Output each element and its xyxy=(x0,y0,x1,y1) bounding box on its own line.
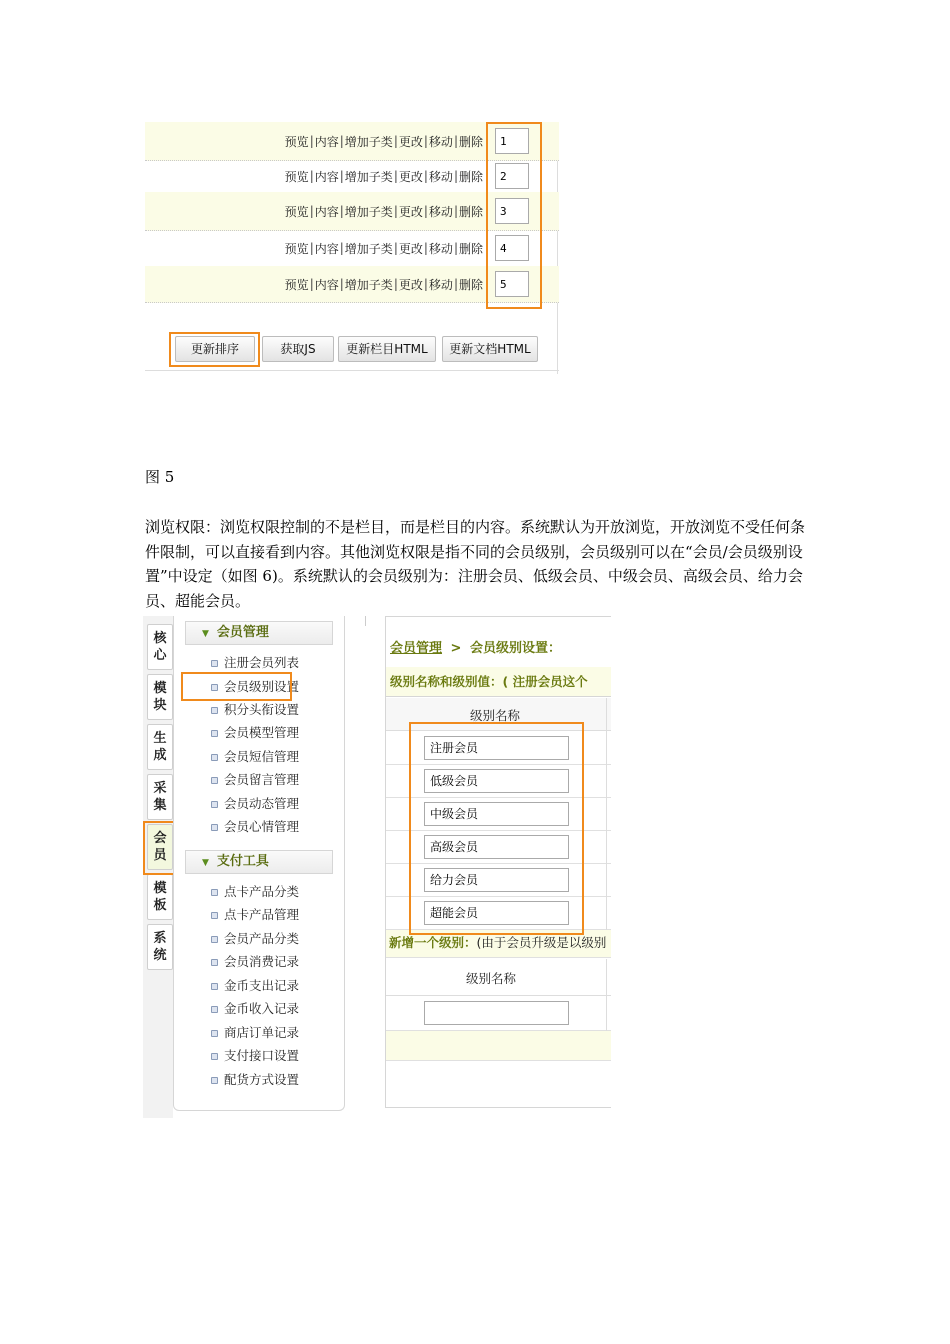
level-name-input[interactable]: 给力会员 xyxy=(424,868,569,892)
row-action-links: 预览 | 内容 | 增加子类 | 更改 | 移动 | 删除 xyxy=(284,169,483,184)
tab-generate[interactable]: 生成 xyxy=(147,724,173,770)
panel-bottom-border xyxy=(145,370,559,371)
bullet-icon xyxy=(211,1077,218,1084)
update-document-html-button[interactable]: 更新文档HTML xyxy=(442,336,538,362)
level-name-input[interactable]: 高级会员 xyxy=(424,835,569,859)
content-link[interactable]: 内容 xyxy=(314,277,339,292)
body-paragraph: 浏览权限：浏览权限控制的不是栏目，而是栏目的内容。系统默认为开放浏览，开放浏览不受任何条件限制，可以直接看到内容。其他浏览权限是指不同的会员级别，会员级别可以在“会员/会员级别设置”中设定（如图 6)。系统默认的会员级别为：注册会员、低级会员、中级会员、高级会员、给力会员、超能会员。 xyxy=(145,518,806,610)
edit-link[interactable]: 更改 xyxy=(398,241,423,256)
menu-item[interactable]: 会员模型管理 xyxy=(224,724,299,742)
menu-item[interactable]: 商店订单记录 xyxy=(224,1024,299,1042)
figure-5-category-list xyxy=(145,122,559,374)
member-tab-highlight xyxy=(143,821,176,875)
menu-item[interactable]: 积分头衔设置 xyxy=(224,701,299,719)
tab-member[interactable]: 会员 xyxy=(147,824,173,870)
preview-link[interactable]: 预览 xyxy=(284,134,309,149)
column-divider xyxy=(606,959,607,1031)
new-column-header: 级别名称 xyxy=(386,959,611,996)
bullet-icon xyxy=(211,730,218,737)
figure-caption: 图 5 xyxy=(145,468,175,486)
preview-link[interactable]: 预览 xyxy=(284,169,309,184)
breadcrumb-link[interactable]: 会员管理 xyxy=(390,641,443,656)
bullet-icon xyxy=(211,707,218,714)
sort-order-input[interactable]: 2 xyxy=(495,163,529,189)
move-link[interactable]: 移动 xyxy=(428,241,453,256)
add-subcategory-link[interactable]: 增加子类 xyxy=(344,204,393,219)
bullet-icon xyxy=(211,824,218,831)
bullet-icon xyxy=(211,1006,218,1013)
edit-link[interactable]: 更改 xyxy=(398,134,423,149)
sort-order-input[interactable]: 1 xyxy=(495,128,529,154)
new-level-row xyxy=(386,996,611,1031)
bullet-icon xyxy=(211,959,218,966)
menu-item[interactable]: 点卡产品管理 xyxy=(224,906,299,924)
add-subcategory-link[interactable]: 增加子类 xyxy=(344,169,393,184)
sort-order-input[interactable]: 4 xyxy=(495,235,529,261)
update-column-html-button[interactable]: 更新栏目HTML xyxy=(338,336,436,362)
menu-item[interactable]: 会员动态管理 xyxy=(224,795,299,813)
edit-link[interactable]: 更改 xyxy=(398,204,423,219)
update-order-highlight xyxy=(169,332,260,367)
divider xyxy=(343,616,366,626)
content-link[interactable]: 内容 xyxy=(314,134,339,149)
new-level-note: (由于会员升级是以级别 xyxy=(476,935,607,950)
menu-item[interactable]: 会员留言管理 xyxy=(224,771,299,789)
bullet-icon xyxy=(211,1053,218,1060)
menu-item[interactable]: 会员短信管理 xyxy=(224,748,299,766)
menu-item[interactable]: 会员消费记录 xyxy=(224,953,299,971)
breadcrumb-separator: > xyxy=(450,641,462,656)
tab-system[interactable]: 系统 xyxy=(147,924,173,970)
menu-item[interactable]: 注册会员列表 xyxy=(224,654,299,672)
menu-item[interactable]: 金币收入记录 xyxy=(224,1000,299,1018)
new-level-name-input[interactable] xyxy=(424,1001,569,1025)
column-header: 级别名称 xyxy=(386,698,611,731)
edit-link[interactable]: 更改 xyxy=(398,277,423,292)
menu-item[interactable]: 金币支出记录 xyxy=(224,977,299,995)
bullet-icon xyxy=(211,660,218,667)
update-order-button[interactable]: 更新排序 xyxy=(175,336,255,362)
move-link[interactable]: 移动 xyxy=(428,277,453,292)
menu-item[interactable]: 会员心情管理 xyxy=(224,818,299,836)
bullet-icon xyxy=(211,889,218,896)
section-title: 级别名称和级别值：( 注册会员这个 xyxy=(386,667,611,697)
bullet-icon xyxy=(211,754,218,761)
tab-collect[interactable]: 采集 xyxy=(147,774,173,820)
preview-link[interactable]: 预览 xyxy=(284,241,309,256)
delete-link[interactable]: 删除 xyxy=(458,169,483,184)
add-subcategory-link[interactable]: 增加子类 xyxy=(344,277,393,292)
row-action-links: 预览 | 内容 | 增加子类 | 更改 | 移动 | 删除 xyxy=(284,204,483,219)
levels-highlight xyxy=(409,722,584,935)
breadcrumb xyxy=(390,637,561,656)
move-link[interactable]: 移动 xyxy=(428,134,453,149)
row-action-links: 预览 | 内容 | 增加子类 | 更改 | 移动 | 删除 xyxy=(284,134,483,149)
tab-template[interactable]: 模板 xyxy=(147,874,173,920)
figure-6-member-level-settings xyxy=(143,616,611,1118)
content-link[interactable]: 内容 xyxy=(314,241,339,256)
delete-link[interactable]: 删除 xyxy=(458,241,483,256)
panel-header xyxy=(386,617,611,668)
tab-modules[interactable]: 模块 xyxy=(147,674,173,720)
content-link[interactable]: 内容 xyxy=(314,169,339,184)
level-settings-highlight xyxy=(181,672,292,701)
bullet-icon xyxy=(211,983,218,990)
menu-item[interactable]: 配货方式设置 xyxy=(224,1071,299,1089)
bullet-icon xyxy=(211,1030,218,1037)
preview-link[interactable]: 预览 xyxy=(284,277,309,292)
edit-link[interactable]: 更改 xyxy=(398,169,423,184)
add-subcategory-link[interactable]: 增加子类 xyxy=(344,241,393,256)
move-link[interactable]: 移动 xyxy=(428,204,453,219)
level-name-input[interactable]: 中级会员 xyxy=(424,802,569,826)
new-level-label: 新增一个级别： xyxy=(389,935,477,950)
column-divider xyxy=(606,698,607,930)
menu-item[interactable]: 会员级别设置 xyxy=(224,678,299,696)
delete-link[interactable]: 删除 xyxy=(458,134,483,149)
chevron-down-icon: ▼ xyxy=(202,629,209,639)
preview-link[interactable]: 预览 xyxy=(284,204,309,219)
menu-item[interactable]: 支付接口设置 xyxy=(224,1047,299,1065)
delete-link[interactable]: 删除 xyxy=(458,204,483,219)
level-name-input[interactable]: 低级会员 xyxy=(424,769,569,793)
move-link[interactable]: 移动 xyxy=(428,169,453,184)
bullet-icon xyxy=(211,777,218,784)
group-member-management[interactable]: ▼ 会员管理 xyxy=(185,621,333,645)
menu-item[interactable]: 点卡产品分类 xyxy=(224,883,299,901)
sort-column-highlight xyxy=(486,122,542,309)
add-subcategory-link[interactable]: 增加子类 xyxy=(344,134,393,149)
content-link[interactable]: 内容 xyxy=(314,204,339,219)
delete-link[interactable]: 删除 xyxy=(458,277,483,292)
group-payment-tools[interactable]: ▼ 支付工具 xyxy=(185,850,333,874)
menu-item[interactable]: 会员产品分类 xyxy=(224,930,299,948)
bullet-icon xyxy=(211,801,218,808)
breadcrumb-current: 会员级别设置： xyxy=(469,641,561,656)
level-name-input[interactable]: 超能会员 xyxy=(424,901,569,925)
bullet-icon xyxy=(211,936,218,943)
sort-order-input[interactable]: 5 xyxy=(495,271,529,297)
level-name-input[interactable]: 注册会员 xyxy=(424,736,569,760)
tab-core[interactable]: 核心 xyxy=(147,624,173,670)
row-action-links: 预览 | 内容 | 增加子类 | 更改 | 移动 | 删除 xyxy=(284,277,483,292)
sort-order-input[interactable]: 3 xyxy=(495,198,529,224)
bullet-icon xyxy=(211,912,218,919)
chevron-down-icon: ▼ xyxy=(202,858,209,868)
row-action-links: 预览 | 内容 | 增加子类 | 更改 | 移动 | 删除 xyxy=(284,241,483,256)
get-js-button[interactable]: 获取JS xyxy=(262,336,334,362)
form-footer xyxy=(386,1031,611,1061)
